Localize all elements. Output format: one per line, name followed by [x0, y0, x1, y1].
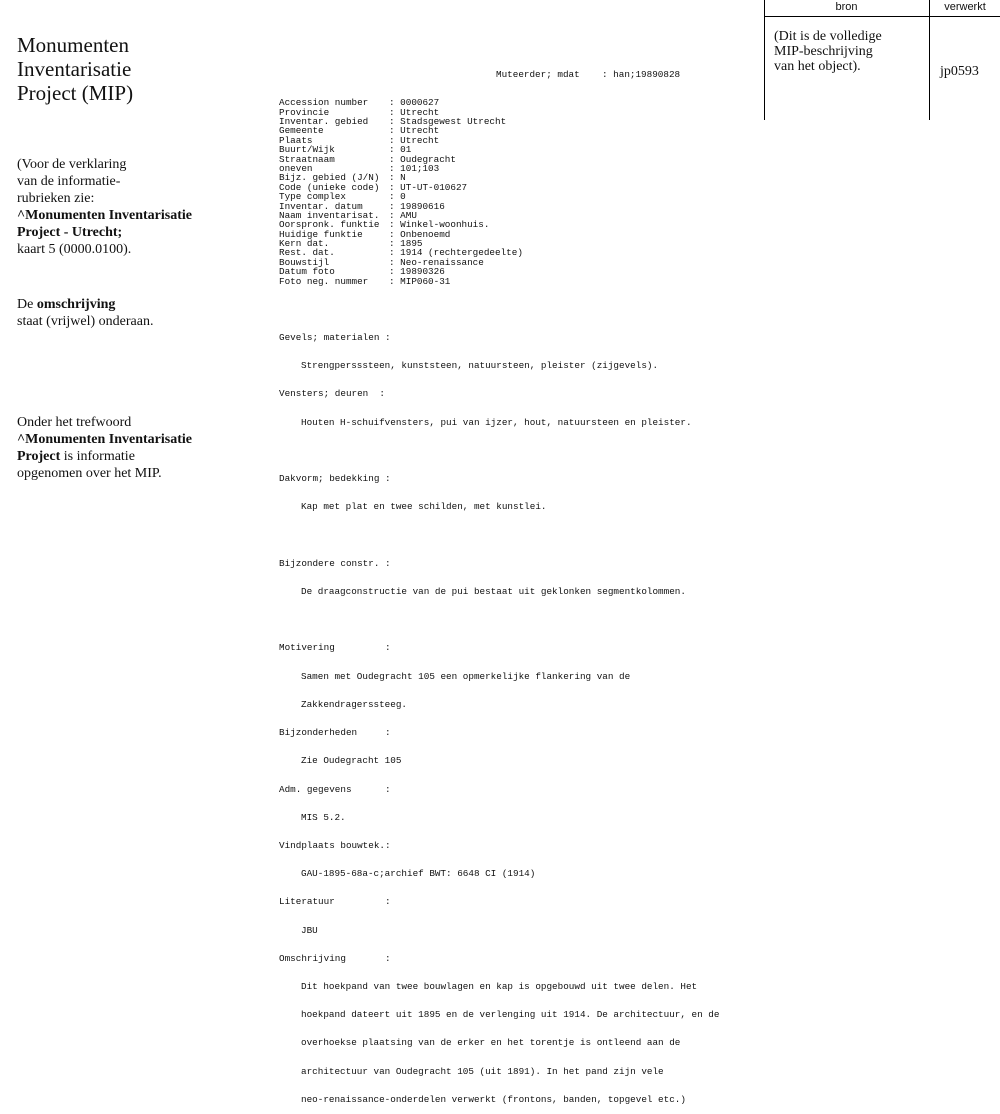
- bijzondere-text: De draagconstructie van de pui bestaat uit geklonken segmentkolommen.: [301, 585, 686, 597]
- field-value: : 1895: [389, 238, 423, 250]
- title-line: Monumenten: [17, 33, 129, 57]
- note-prefix: De: [17, 297, 37, 312]
- dakvorm-text: Kap met plat en twee schilden, met kunstlei.: [301, 501, 547, 513]
- field-key: Inventar. gebied: [279, 116, 369, 127]
- field-key: Plaats: [279, 134, 313, 146]
- note-line: rubrieken zie:: [17, 191, 95, 206]
- field-value: : 19890616: [389, 200, 445, 212]
- field-key: Accession number: [279, 97, 369, 109]
- record-field-row: [279, 98, 719, 107]
- note-line: (Voor de verklaring: [17, 157, 127, 172]
- literatuur-text: JBU: [301, 924, 318, 936]
- record-field-row: [279, 155, 719, 164]
- record-fields: [279, 98, 719, 286]
- field-value: : Utrecht: [389, 134, 440, 146]
- mip-record: [279, 70, 719, 1114]
- box-divider: [929, 16, 930, 120]
- literatuur-label: Literatuur :: [279, 896, 391, 908]
- field-key: Buurt/Wijk: [279, 144, 335, 156]
- note-line: Onder het trefwoord: [17, 415, 132, 430]
- field-value: : AMU: [389, 209, 417, 221]
- field-value: : 0: [389, 191, 406, 203]
- motivering-label: Motivering :: [279, 642, 391, 654]
- dakvorm-label: Dakvorm; bedekking :: [279, 473, 391, 485]
- title-line: Project (MIP): [17, 81, 134, 105]
- field-key: Gemeente: [279, 125, 324, 137]
- bron-cell: [774, 29, 924, 74]
- note-line: van de informatie-: [17, 174, 121, 189]
- omschrijving-text: neo-renaissance-onderdelen verwerkt (frontons, banden, topgevel etc.): [301, 1093, 686, 1105]
- bron-line: van het object).: [774, 59, 861, 74]
- keyword-note: [17, 414, 237, 482]
- record-field-row: [279, 258, 719, 267]
- bron-line: MIP-beschrijving: [774, 44, 873, 59]
- adm-text: MIS 5.2.: [301, 811, 346, 823]
- record-field-row: [279, 145, 719, 154]
- field-value: : 1914 (rechtergedeelte): [389, 247, 523, 259]
- keyword-link-text: ^Monumenten Inventarisatie: [17, 432, 192, 447]
- field-key: Kern dat.: [279, 238, 330, 250]
- field-key: Type complex: [279, 191, 346, 203]
- field-key: Foto neg. nummer: [279, 275, 369, 287]
- field-value: : Utrecht: [389, 125, 440, 137]
- field-value: : Onbenoemd: [389, 228, 451, 240]
- motivering-text: Zakkendragerssteeg.: [301, 698, 408, 710]
- vensters-text: Houten H-schuifvensters, pui van ijzer, hout, natuursteen en pleister.: [301, 416, 692, 428]
- bijzonderheden-label: Bijzonderheden :: [279, 727, 391, 739]
- record-field-row: [279, 277, 719, 286]
- field-key: Bouwstijl: [279, 256, 330, 268]
- record-field-row: [279, 136, 719, 145]
- bijzondere-label: Bijzondere constr. :: [279, 557, 391, 569]
- omschrijving-text: architectuur van Oudegracht 105 (uit 1891). In het pand zijn vele: [301, 1065, 664, 1077]
- field-key: Naam inventarisat.: [279, 209, 380, 221]
- field-key: Oorspronk. funktie: [279, 219, 380, 231]
- field-value: : Winkel-woonhuis.: [389, 219, 490, 231]
- field-value: : 0000627: [389, 97, 440, 109]
- omschrijving-text: Dit hoekpand van twee bouwlagen en kap is opgebouwd uit twee delen. Het: [301, 981, 698, 993]
- gevels-label: Gevels; materialen :: [279, 332, 391, 344]
- field-key: Rest. dat.: [279, 247, 335, 259]
- adm-label: Adm. gegevens :: [279, 783, 391, 795]
- record-field-row: [279, 248, 719, 257]
- note-line: kaart 5 (0000.0100).: [17, 242, 132, 257]
- field-key: Provincie: [279, 106, 330, 118]
- field-value: : Stadsgewest Utrecht: [389, 116, 507, 127]
- description-note: [17, 296, 237, 330]
- bron-line: (Dit is de volledige: [774, 29, 882, 44]
- gevels-text: Strengpersssteen, kunststeen, natuursteen, pleister (zijgevels).: [301, 360, 659, 372]
- explanation-note: [17, 156, 237, 258]
- field-value: : MIP060-31: [389, 275, 451, 287]
- box-border: [764, 0, 765, 120]
- note-line: opgenomen over het MIP.: [17, 466, 162, 481]
- keyword-link-text: Project: [17, 449, 61, 464]
- field-value: : Neo-renaissance: [389, 256, 484, 268]
- verwerkt-code: jp0593: [940, 64, 979, 79]
- record-field-row: [279, 117, 719, 126]
- muteerder-field: Muteerder; mdat : han;19890828: [496, 69, 681, 80]
- record-field-row: [279, 230, 719, 239]
- note-line: staat (vrijwel) onderaan.: [17, 314, 154, 329]
- field-value: : 101;103: [389, 162, 440, 174]
- field-value: : Oudegracht: [389, 153, 456, 165]
- field-value: : UT-UT-010627: [389, 181, 468, 193]
- field-key: Straatnaam: [279, 153, 335, 165]
- field-key: Code (unieke code): [279, 181, 380, 193]
- omschrijving-text: overhoekse plaatsing van de erker en het torentje is ontleend aan de: [301, 1037, 681, 1049]
- page-title: [17, 33, 237, 105]
- omschrijving-label: Omschrijving :: [279, 952, 391, 964]
- vindplaats-label: Vindplaats bouwtek.:: [279, 839, 391, 851]
- field-key: Datum foto: [279, 266, 335, 278]
- vensters-label: Vensters; deuren :: [279, 388, 386, 400]
- vindplaats-text: GAU-1895-68a-c;archief BWT: 6648 CI (1914): [301, 868, 536, 880]
- field-value: : Utrecht: [389, 106, 440, 118]
- note-text: is informatie: [60, 449, 135, 464]
- keyword-omschrijving: omschrijving: [36, 297, 116, 312]
- omschrijving-text: hoekpand dateert uit 1895 en de verlenging uit 1914. De architectuur, en de: [301, 1009, 720, 1021]
- field-key: Huidige funktie: [279, 228, 363, 240]
- motivering-text: Samen met Oudegracht 105 een opmerkelijke flankering van de: [301, 670, 631, 682]
- bijzonderheden-text: Zie Oudegracht 105: [301, 755, 402, 767]
- field-value: : N: [389, 172, 406, 184]
- title-line: Inventarisatie: [17, 57, 132, 81]
- verwerkt-header: verwerkt: [930, 0, 1000, 17]
- field-key: oneven: [279, 162, 313, 174]
- field-key: Inventar. datum: [279, 200, 363, 212]
- field-value: : 19890326: [389, 266, 445, 278]
- reference-link-text: ^Monumenten Inventarisatie: [17, 208, 192, 223]
- record-field-row: [279, 126, 719, 135]
- field-value: : 01: [389, 144, 412, 156]
- reference-link-text: Project - Utrecht;: [17, 225, 123, 240]
- bron-header: bron: [764, 0, 930, 17]
- field-key: Bijz. gebied (J/N): [279, 172, 380, 184]
